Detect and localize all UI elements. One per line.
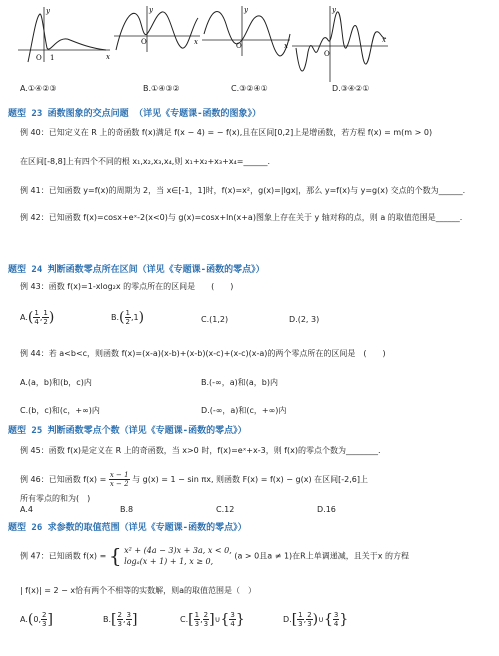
ex47-b-prefix: B.	[103, 615, 112, 624]
ex43-option-b[interactable]: B.( $\frac{1}{2}$ ,1)	[111, 309, 145, 326]
graph3-x-label: x	[284, 42, 288, 50]
ex47-c-d3: 4	[230, 620, 235, 628]
ex44-option-a[interactable]: A.(a，b)和(b，c)内	[20, 378, 92, 387]
graph-option-a[interactable]: A.①④②③	[20, 84, 57, 93]
graph2-x-label: x	[194, 38, 198, 46]
example-45: 例 45：函数 f(x)是定义在 R 上的奇函数，当 x>0 时，f(x)=eˣ+x-3，则 f(x)的零点个数为________.	[20, 446, 381, 455]
ex47-option-d[interactable]: D.[ $\frac{1}{3}$ , $\frac{2}{3}$ )∪{ $\frac{3}{4}$ }	[283, 611, 349, 628]
ex43-a-num1: 1	[34, 309, 39, 317]
graph4-x-label: x	[382, 36, 386, 44]
ex47-option-c[interactable]: C.[ $\frac{1}{3}$ , $\frac{2}{3}$ ]∪{ $\frac{3}{4}$ }	[180, 611, 245, 628]
ex43-a-den2: 2	[43, 318, 48, 326]
ex47-d-d1: 3	[298, 620, 303, 628]
ex47-a-num: 2	[41, 611, 47, 619]
ex43-a-den1: 4	[34, 318, 39, 326]
graph4-y-label: y	[332, 6, 336, 14]
section-23-title: 题型 23 函数图象的交点问题 （详见《专题课-函数的图象》）	[8, 109, 262, 119]
ex47-c-n3: 3	[230, 611, 235, 619]
example-40-line1: 例 40：已知定义在 R 上的奇函数 f(x)满足 f(x − 4) = − f(x),且在区间[0,2]上是增函数，若方程 f(x) = m(m > 0)	[20, 128, 433, 137]
ex47-d-n1: 1	[298, 611, 303, 619]
graph-option-b[interactable]: B.①④③②	[143, 84, 180, 93]
example-43: 例 43：函数 f(x)=1-xlog₂x 的零点所在的区间是 ( )	[20, 282, 234, 291]
ex44-option-b[interactable]: B.(-∞，a)和(a，b)内	[201, 378, 278, 387]
example-40-line2: 在区间[-8,8]上有四个不同的根 x₁,x₂,x₃,x₄,则 x₁+x₂+x₃+x₄=______.	[20, 157, 270, 166]
example-46-line2: 所有零点的和为( )	[20, 494, 91, 503]
section-25-title: 题型 25 判断函数零点个数（详见《专题课-函数的零点》）	[8, 426, 247, 436]
ex47-b-n1: 2	[117, 611, 122, 619]
ex47-a-den: 3	[41, 620, 47, 628]
ex43-option-a[interactable]: A.( $\frac{1}{4}$ , $\frac{1}{2}$ )	[20, 309, 55, 326]
ex47-b-n2: 3	[126, 611, 131, 619]
ex44-option-d[interactable]: D.(-∞，a)和(c，+∞)内	[201, 406, 287, 415]
ex43-b-den: 2	[125, 318, 130, 326]
graph-4	[290, 4, 390, 84]
ex47-c-prefix: C.	[180, 615, 189, 624]
ex43-a-num2: 1	[43, 309, 48, 317]
graph1-origin: O	[36, 54, 42, 62]
ex46-option-b[interactable]: B.8	[120, 505, 134, 514]
ex46-num: x − 1	[109, 471, 129, 479]
graph1-x-label: x	[106, 53, 110, 61]
ex47-c-d2: 3	[203, 620, 209, 628]
section-24-title: 题型 24 判断函数零点所在区间（详见《专题课-函数的零点》）	[8, 265, 265, 275]
example-47-line1: 例 47：已知函数 f(x) = { x² + (4a − 3)x + 3a, x < 0, logₐ(x + 1) + 1, x ≥ 0, (a > 0且a ≠ 1)在R上单调递减，且关于x 的方程	[20, 543, 409, 568]
ex47-b-d2: 4	[126, 620, 131, 628]
example-44: 例 44：若 a<b<c，则函数 f(x)=(x-a)(x-b)+(x-b)(x-c)+(x-c)(x-a)的两个零点所在的区间是 ( )	[20, 349, 386, 358]
ex46-den: x − 2	[109, 480, 129, 488]
ex47-c-n1: 1	[194, 611, 200, 619]
ex43-option-c[interactable]: C.(1,2)	[201, 315, 229, 324]
ex47-option-a[interactable]: A.(0, $\frac{2}{3}$ ]	[20, 611, 53, 628]
graph3-origin: O	[236, 42, 242, 50]
ex43-a-prefix: A.	[20, 313, 28, 322]
ex47-d-d2: 3	[307, 620, 312, 628]
ex47-b-d1: 3	[117, 620, 122, 628]
ex46-option-c[interactable]: C.12	[216, 505, 235, 514]
ex47-d-prefix: D.	[283, 615, 292, 624]
ex43-option-d[interactable]: D.(2, 3)	[289, 315, 320, 324]
ex47-post: (a > 0且a ≠ 1)在R上单调递减，且关于x 的方程	[234, 551, 409, 561]
ex43-b-tail: ,1	[130, 313, 139, 322]
ex47-c-d1: 3	[194, 620, 200, 628]
ex47-a-lo: 0	[33, 615, 39, 624]
graph-2	[112, 4, 202, 56]
ex47-pre: 例 47：已知函数 f(x) =	[20, 551, 107, 561]
graph-3	[200, 4, 292, 60]
graph-option-c[interactable]: C.③②④①	[231, 84, 268, 93]
ex46-pre: 例 46：已知函数 f(x) =	[20, 475, 107, 484]
ex47-d-n3: 3	[333, 611, 339, 619]
ex47-case2: logₐ(x + 1) + 1, x ≥ 0,	[124, 557, 214, 566]
graph2-origin: O	[141, 38, 147, 46]
ex46-option-a[interactable]: A.4	[20, 505, 33, 514]
section-26-title: 题型 26 求参数的取值范围（详见《专题课-函数的零点》）	[8, 523, 247, 533]
ex47-d-d3: 4	[333, 620, 339, 628]
ex43-b-prefix: B.	[111, 313, 120, 322]
ex44-option-c[interactable]: C.(b，c)和(c，+∞)内	[20, 406, 100, 415]
ex47-option-b[interactable]: B.[ $\frac{2}{3}$ , $\frac{3}{4}$ ]	[103, 611, 138, 628]
ex47-case1: x² + (4a − 3)x + 3a, x < 0,	[124, 546, 232, 555]
ex46-option-d[interactable]: D.16	[317, 505, 336, 514]
graph-1	[14, 4, 114, 66]
ex43-b-num: 1	[125, 309, 130, 317]
example-46-line1	[20, 471, 368, 488]
graph1-y-label: y	[46, 7, 50, 15]
graph1-one: 1	[50, 54, 55, 62]
example-42: 例 42：已知函数 f(x)=cosx+eˣ-2(x<0)与 g(x)=cosx+ln(x+a)图象上存在关于 y 轴对称的点，则 a 的取值范围是______.	[20, 213, 463, 222]
ex47-a-prefix: A.	[20, 615, 28, 624]
example-41: 例 41：已知函数 y=f(x)的周期为 2，当 x∈[-1，1]时，f(x)=x²，g(x)=|lgx|，那么 y=f(x)与 y=g(x) 交点的个数为______.	[20, 186, 466, 195]
ex47-c-n2: 2	[203, 611, 209, 619]
graph3-y-label: y	[244, 6, 248, 14]
graph2-y-label: y	[149, 6, 153, 14]
example-47-line2: | f(x)| = 2 − x恰有两个不相等的实数解，则a的取值范围是（ ）	[20, 586, 257, 595]
graph4-origin: O	[324, 50, 330, 58]
ex46-mid: 与 g(x) = 1 − sin πx, 则函数 F(x) = f(x) − g(x) 在区间[-2,6]上	[132, 475, 368, 484]
graph-option-d[interactable]: D.③④②①	[332, 84, 370, 93]
ex47-d-n2: 2	[307, 611, 312, 619]
